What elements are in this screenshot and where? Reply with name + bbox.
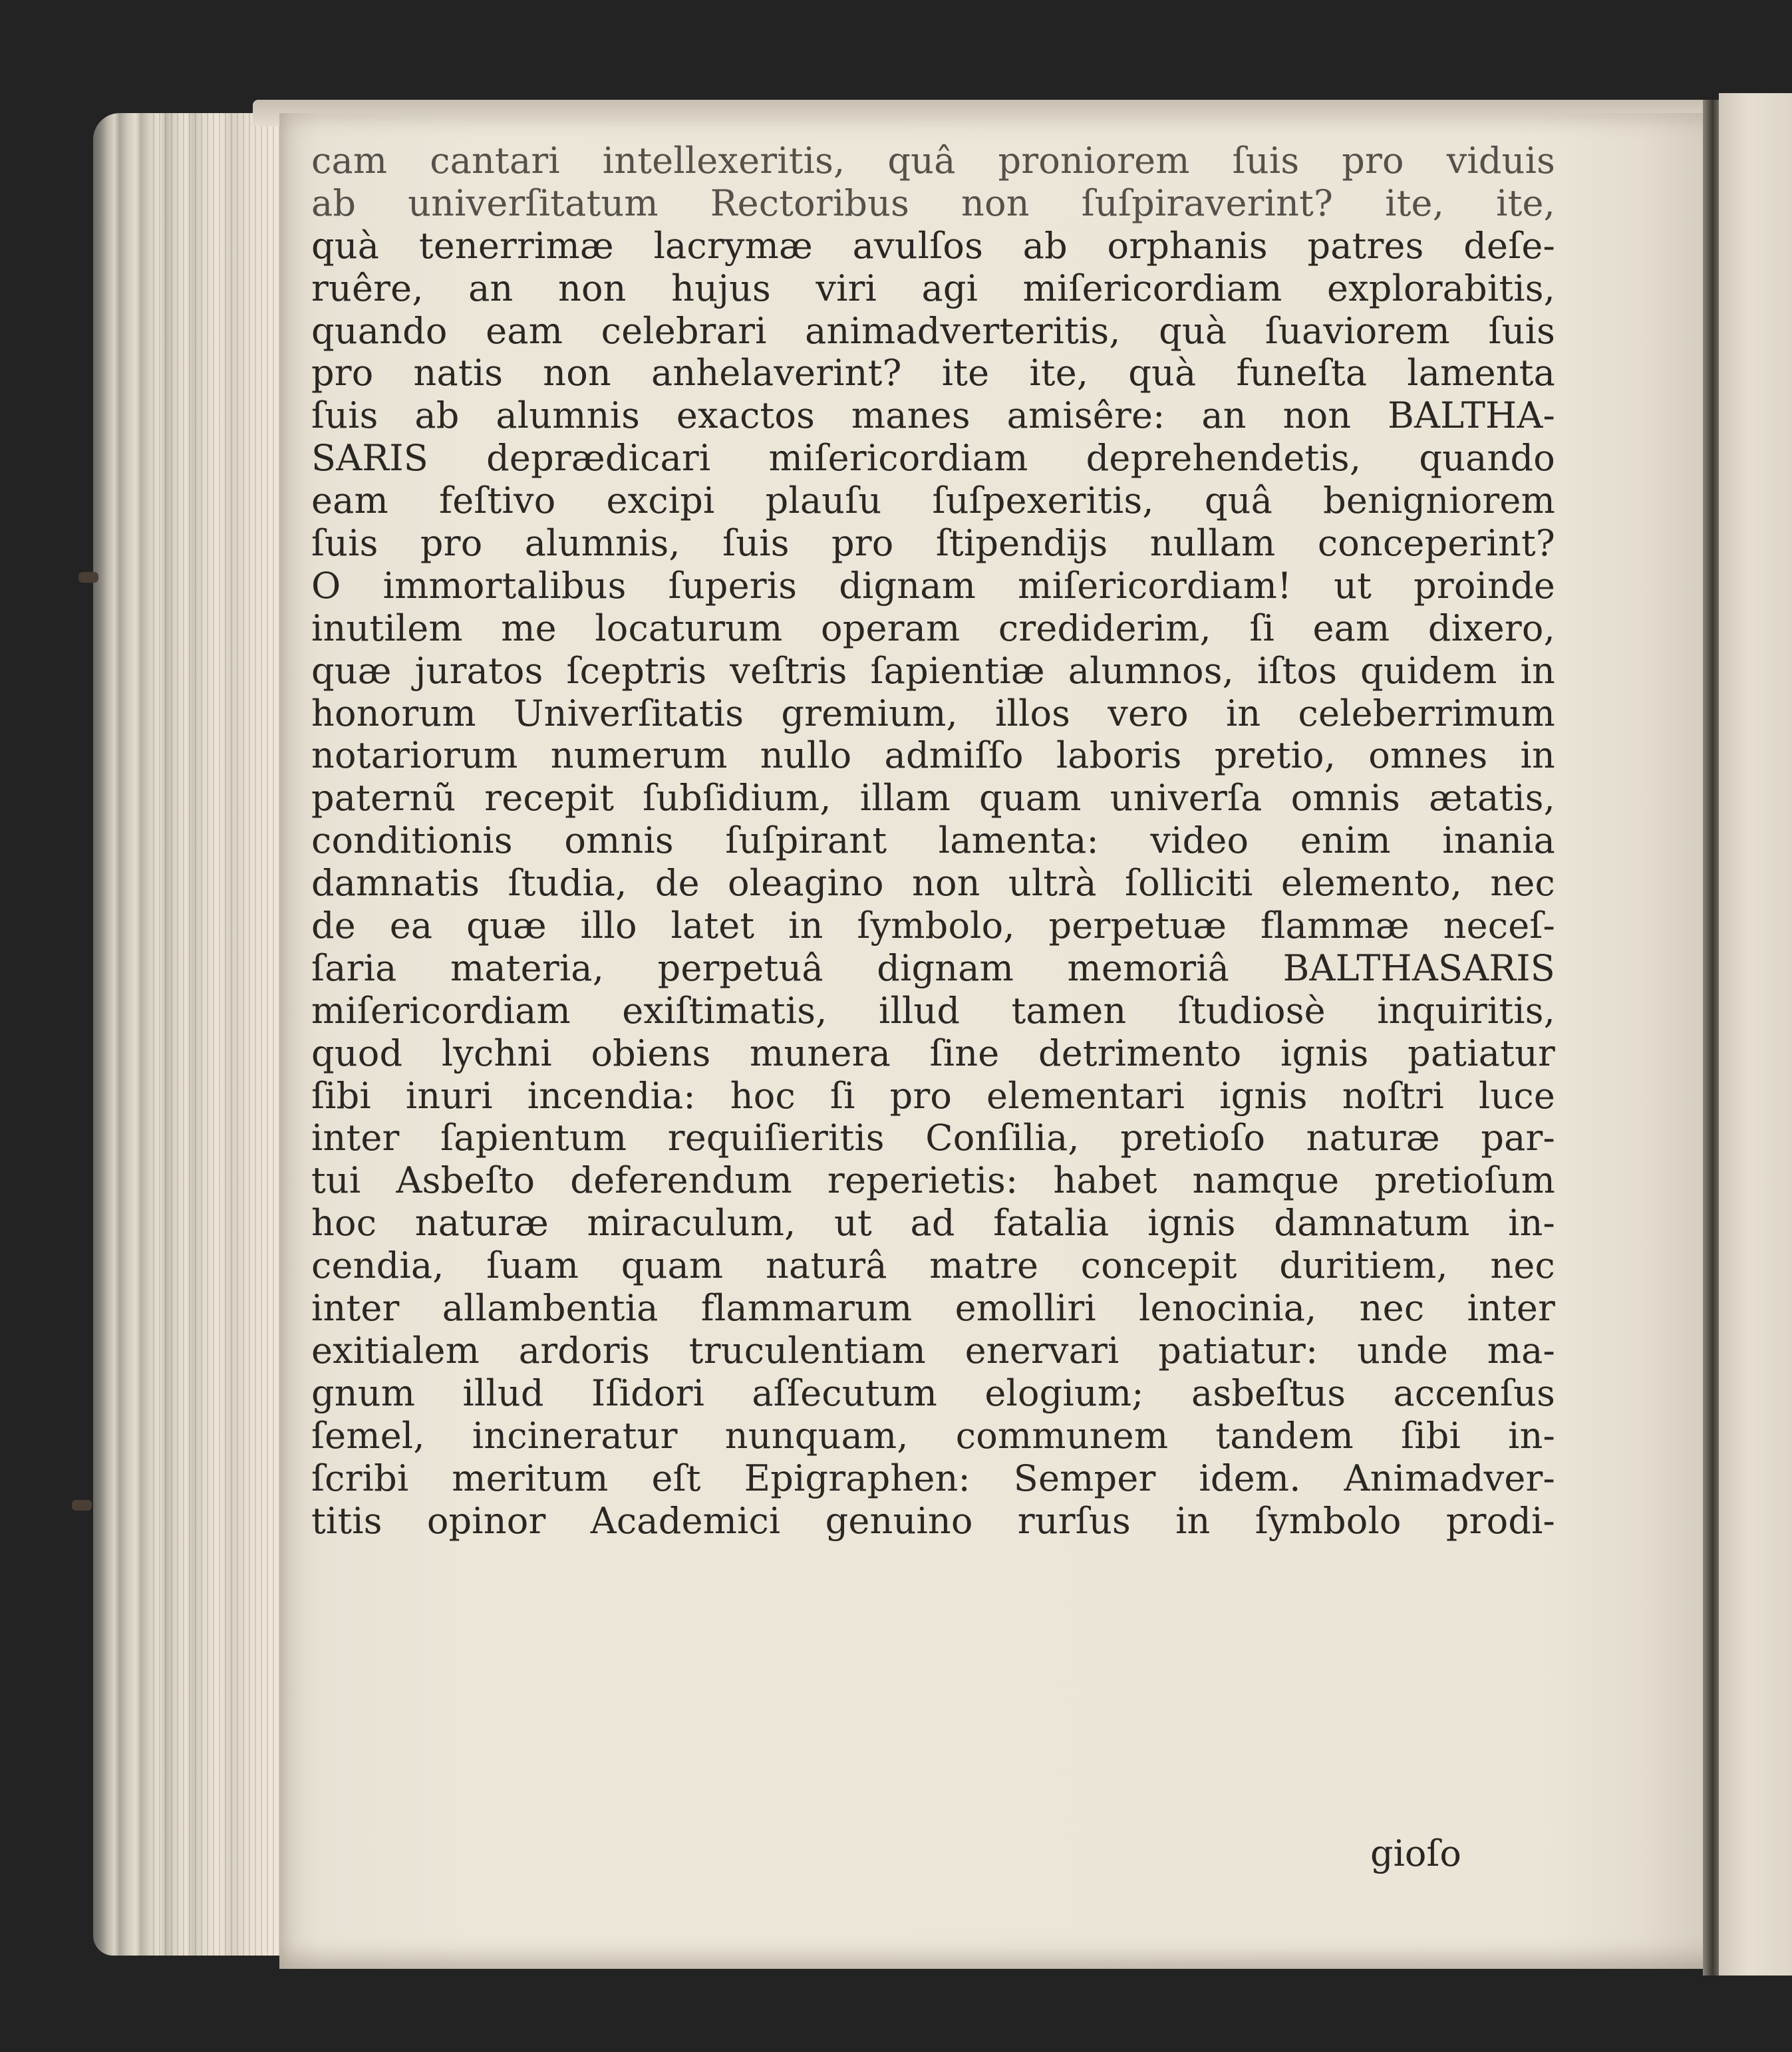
text-line: eam feſtivo excipi plauſu ſuſpexeritis, quâ benigniorem — [311, 480, 1555, 522]
text-line: ſaria materia, perpetuâ dignam memoriâ BALTHASARIS — [311, 947, 1555, 989]
text-line: honorum Univerſitatis gremium, illos vero in celeberrimum — [311, 692, 1555, 734]
text-line: ſemel, incineratur nunquam, communem tandem ſibi in- — [311, 1414, 1555, 1457]
text-line: notariorum numerum nullo admiſſo laboris pretio, omnes in — [311, 734, 1555, 777]
text-line: inter allambentia flammarum emolliri lenocinia, nec inter — [311, 1287, 1555, 1330]
text-line: miſericordiam exiſtimatis, illud tamen ſtudiosè inquiritis, — [311, 989, 1555, 1032]
binding-thread — [72, 1500, 92, 1511]
page-text — [311, 140, 1555, 1542]
text-line: quando eam celebrari animadverteritis, quà ſuaviorem ſuis — [311, 309, 1555, 352]
text-line: quod lychni obiens munera ſine detrimento ignis patiatur — [311, 1032, 1555, 1074]
text-line: SARIS deprædicari miſericordiam deprehendetis, quando — [311, 437, 1555, 480]
text-line: ſibi inuri incendia: hoc ſi pro elementari ignis noſtri luce — [311, 1074, 1555, 1117]
text-line: hoc naturæ miraculum, ut ad fatalia ignis damnatum in- — [311, 1202, 1555, 1245]
text-line: cendia, ſuam quam naturâ matre concepit duritiem, nec — [311, 1245, 1555, 1287]
text-line: inutilem me locaturum operam crediderim, ſi eam dixero, — [311, 607, 1555, 649]
page-edge-lines — [153, 113, 286, 1956]
text-line: inter ſapientum requiſieritis Conſilia, pretioſo naturæ par- — [311, 1117, 1555, 1159]
text-line: paternũ recepit ſubſidium, illam quam univerſa omnis ætatis, — [311, 777, 1555, 819]
text-line: quæ juratos ſceptris veſtris ſapientiæ alumnos, iſtos quidem in — [311, 649, 1555, 692]
text-line: damnatis ſtudia, de oleagino non ultrà ſolliciti elemento, nec — [311, 862, 1555, 905]
text-line: quà tenerrimæ lacrymæ avulſos ab orphanis patres deſe- — [311, 224, 1555, 267]
text-line: pro natis non anhelaverint? ite ite, quà funeſta lamenta — [311, 352, 1555, 394]
text-line: ruêre, an non hujus viri agi miſericordiam explorabitis, — [311, 267, 1555, 309]
text-line: titis opinor Academici genuino rurſus in ſymbolo prodi- — [311, 1499, 1555, 1542]
text-line: gnum illud Iſidori aſſecutum elogium; asbeſtus accenſus — [311, 1372, 1555, 1414]
text-line: ſuis pro alumnis, ſuis pro ſtipendijs nullam conceperint? — [311, 522, 1555, 565]
catchword: gioſo — [1370, 1832, 1461, 1874]
book-gutter — [1703, 100, 1719, 1976]
text-line: ab univerſitatum Rectoribus non ſuſpiraverint? ite, ite, — [311, 182, 1555, 224]
text-line: de ea quæ illo latet in ſymbolo, perpetuæ flammæ neceſ- — [311, 905, 1555, 947]
text-line: cam cantari intellexeritis, quâ proniorem ſuis pro viduis — [311, 140, 1555, 182]
facing-page-edge — [1719, 93, 1792, 1976]
text-line: tui Asbeſto deferendum reperietis: habet namque pretioſum — [311, 1159, 1555, 1202]
text-line: conditionis omnis ſuſpirant lamenta: video enim inania — [311, 819, 1555, 862]
text-line: ſuis ab alumnis exactos manes amisêre: an non BALTHA- — [311, 394, 1555, 437]
text-line: exitialem ardoris truculentiam enervari patiatur: unde ma- — [311, 1329, 1555, 1372]
text-line: O immortalibus ſuperis dignam miſericordiam! ut proinde — [311, 564, 1555, 607]
text-line: ſcribi meritum eſt Epigraphen: Semper idem. Animadver- — [311, 1457, 1555, 1499]
binding-thread — [78, 572, 98, 583]
